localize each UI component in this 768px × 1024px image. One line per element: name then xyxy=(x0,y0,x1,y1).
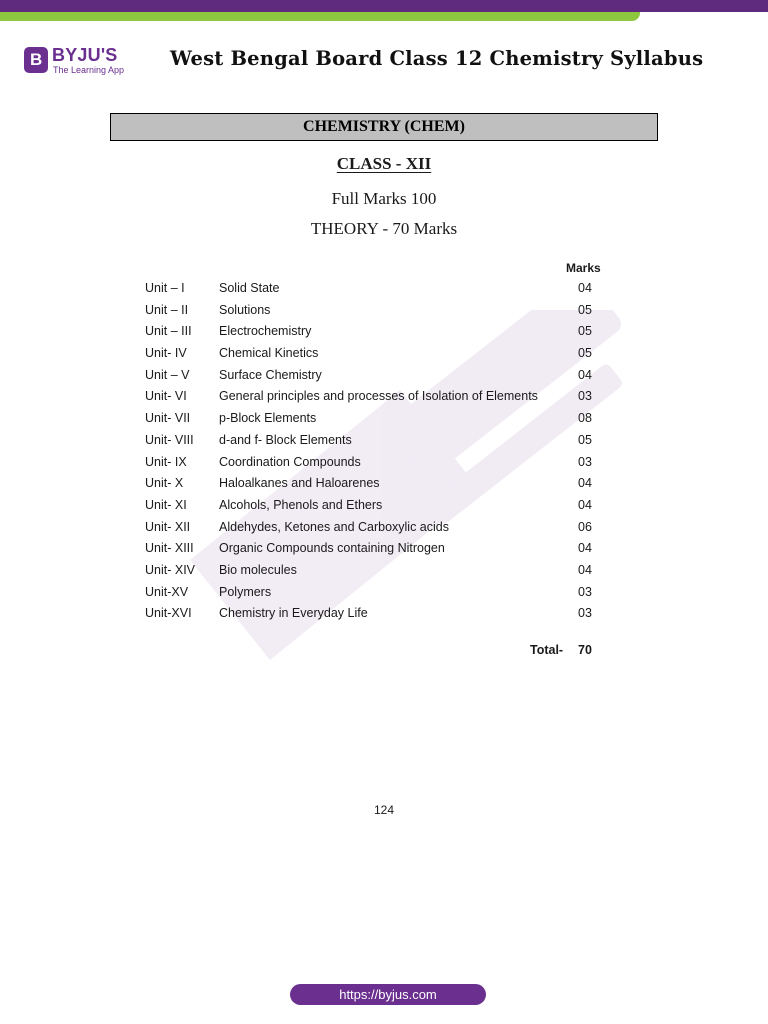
page-number: 124 xyxy=(373,803,395,817)
unit-code: Unit-XV xyxy=(145,584,189,599)
unit-code: Unit- X xyxy=(145,476,184,491)
unit-marks: 06 xyxy=(578,519,592,534)
unit-name: Bio molecules xyxy=(219,562,297,577)
table-row xyxy=(145,562,615,584)
unit-code: Unit- VIII xyxy=(145,432,194,447)
unit-name: Alcohols, Phenols and Ethers xyxy=(219,497,383,512)
table-row xyxy=(145,540,615,562)
logo-tagline: The Learning App xyxy=(53,65,125,75)
footer-link-pill[interactable] xyxy=(290,984,486,1005)
unit-code: Unit- XII xyxy=(145,519,191,534)
unit-marks: 08 xyxy=(578,411,592,426)
unit-marks: 04 xyxy=(578,367,592,382)
unit-code: Unit- XIV xyxy=(145,562,196,577)
unit-marks: 03 xyxy=(578,606,592,621)
unit-marks: 04 xyxy=(578,562,592,577)
unit-marks: 04 xyxy=(578,541,592,556)
unit-name: Solid State xyxy=(219,281,280,295)
byjus-logo-mark-icon xyxy=(24,47,48,73)
section-title: CHEMISTRY (CHEM) xyxy=(303,118,465,135)
table-row xyxy=(145,584,615,606)
unit-name: Polymers xyxy=(219,584,272,599)
theory-marks: THEORY - 70 Marks xyxy=(310,219,458,238)
page-header-title: West Bengal Board Class 12 Chemistry Syllabus xyxy=(170,47,704,70)
unit-code: Unit- VI xyxy=(145,389,187,404)
unit-name: Haloalkanes and Haloarenes xyxy=(219,476,380,491)
full-marks: Full Marks 100 xyxy=(331,189,437,208)
table-row xyxy=(145,605,615,627)
unit-code: Unit- XIII xyxy=(145,541,194,556)
unit-marks: 04 xyxy=(578,281,592,295)
unit-name: d-and f- Block Elements xyxy=(219,432,352,447)
unit-marks: 05 xyxy=(578,346,592,361)
table-row xyxy=(145,519,615,541)
unit-name: Chemical Kinetics xyxy=(219,346,319,361)
unit-name: Organic Compounds containing Nitrogen xyxy=(219,541,445,556)
unit-code: Unit- IV xyxy=(145,346,187,361)
unit-marks: 03 xyxy=(578,389,592,404)
table-row xyxy=(145,475,615,497)
table-row xyxy=(145,497,615,519)
marks-column-header: Marks xyxy=(566,261,601,275)
table-row xyxy=(145,280,615,302)
unit-marks: 05 xyxy=(578,432,592,447)
unit-name: General principles and processes of Isolation of Elements xyxy=(219,389,538,404)
table-row xyxy=(145,410,615,432)
section-header-box xyxy=(110,113,658,141)
unit-name: Surface Chemistry xyxy=(219,367,322,382)
unit-code: Unit – V xyxy=(145,367,190,382)
table-row xyxy=(145,367,615,389)
class-title xyxy=(0,154,768,174)
unit-code: Unit – III xyxy=(145,324,192,339)
total-value: 70 xyxy=(578,643,592,657)
units-table xyxy=(145,280,615,627)
unit-marks: 03 xyxy=(578,454,592,469)
unit-name: Coordination Compounds xyxy=(219,454,361,469)
unit-name: p-Block Elements xyxy=(219,411,317,426)
unit-code: Unit – I xyxy=(145,281,185,295)
footer-url[interactable]: https://byjus.com xyxy=(339,987,437,1002)
total-label: Total- xyxy=(530,643,564,657)
unit-name: Chemistry in Everyday Life xyxy=(219,606,368,621)
unit-code: Unit- IX xyxy=(145,454,187,469)
unit-name: Aldehydes, Ketones and Carboxylic acids xyxy=(219,519,449,534)
logo-name: BYJU'S xyxy=(52,45,118,65)
unit-name: Solutions xyxy=(219,302,271,317)
table-row xyxy=(145,388,615,410)
table-row xyxy=(145,302,615,324)
unit-marks: 04 xyxy=(578,476,592,491)
unit-code: Unit- VII xyxy=(145,411,191,426)
logo-mark-letter: B xyxy=(30,50,43,69)
byjus-logo xyxy=(24,45,124,77)
unit-marks: 05 xyxy=(578,302,592,317)
table-row xyxy=(145,432,615,454)
table-row xyxy=(145,323,615,345)
unit-marks: 04 xyxy=(578,497,592,512)
unit-code: Unit-XVI xyxy=(145,606,192,621)
unit-code: Unit- XI xyxy=(145,497,187,512)
top-banner-green xyxy=(0,12,640,21)
unit-code: Unit – II xyxy=(145,302,189,317)
unit-marks: 03 xyxy=(578,584,592,599)
class-label: CLASS - XII xyxy=(336,154,432,173)
unit-marks: 05 xyxy=(578,324,592,339)
unit-name: Electrochemistry xyxy=(219,324,312,339)
table-row xyxy=(145,345,615,367)
table-row xyxy=(145,454,615,476)
